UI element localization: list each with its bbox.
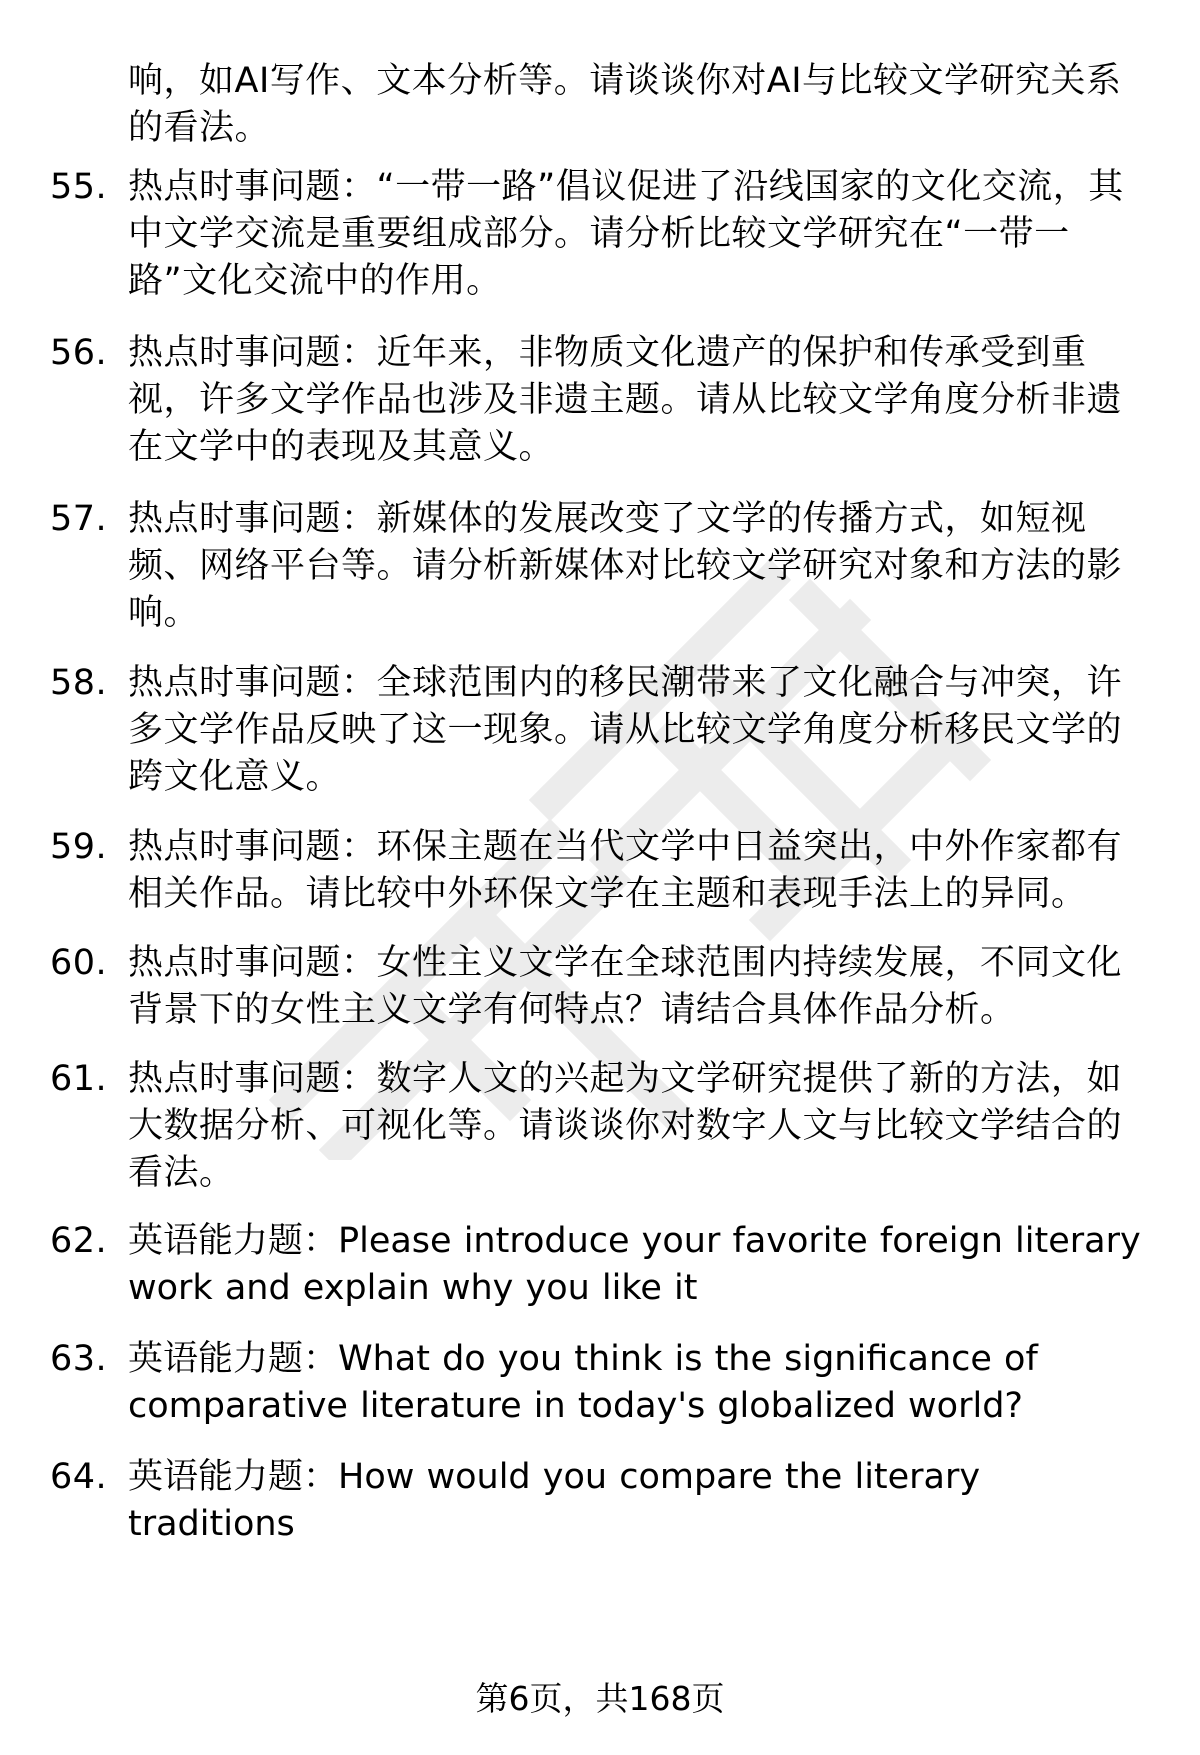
question-item-64 xyxy=(50,1454,1150,1548)
question-text: 热点时事问题：全球范围内的移民潮带来了文化融合与冲突，许多文学作品反映了这一现象。请从比较文学角度分析移民文学的跨文化意义。 xyxy=(128,663,1123,797)
question-text: 英语能力题：What do you think is the significance of comparative literature in today's globalized world? xyxy=(128,1339,1038,1426)
question-text: 热点时事问题：环保主题在当代文学中日益突出，中外作家都有相关作品。请比较中外环保文学在主题和表现手法上的异同。 xyxy=(128,827,1123,914)
question-item-62 xyxy=(50,1218,1150,1312)
question-item-58 xyxy=(50,660,1150,801)
question-number: 55. xyxy=(50,167,108,207)
question-continuation: 响，如AI写作、文本分析等。请谈谈你对AI与比较文学研究关系的看法。 xyxy=(128,61,1122,148)
page-footer: 第6页，共168页 xyxy=(475,1679,725,1718)
question-number: 64. xyxy=(50,1457,108,1497)
question-number: 57. xyxy=(50,499,108,539)
question-item-57 xyxy=(50,496,1150,637)
question-number: 61. xyxy=(50,1059,108,1099)
question-text: 热点时事问题：新媒体的发展改变了文学的传播方式，如短视频、网络平台等。请分析新媒体对比较文学研究对象和方法的影响。 xyxy=(128,499,1123,633)
question-number: 58. xyxy=(50,663,108,703)
question-item-55 xyxy=(50,164,1150,305)
question-text: 英语能力题：Please introduce your favorite foreign literary work and explain why you like it xyxy=(128,1221,1141,1308)
question-text: 热点时事问题：“一带一路”倡议促进了沿线国家的文化交流，其中文学交流是重要组成部分。请分析比较文学研究在“一带一路”文化交流中的作用。 xyxy=(128,167,1124,301)
question-number: 60. xyxy=(50,943,108,983)
question-number: 59. xyxy=(50,827,108,867)
question-item-59 xyxy=(50,824,1150,918)
question-number: 62. xyxy=(50,1221,108,1261)
question-item-56 xyxy=(50,330,1150,471)
question-text: 英语能力题：How would you compare the literary traditions xyxy=(128,1457,981,1544)
question-item-63 xyxy=(50,1336,1150,1430)
question-item-60 xyxy=(50,940,1150,1034)
question-item-61 xyxy=(50,1056,1150,1197)
question-number: 56. xyxy=(50,333,108,373)
question-number: 63. xyxy=(50,1339,108,1379)
question-text: 热点时事问题：近年来，非物质文化遗产的保护和传承受到重视，许多文学作品也涉及非遗主题。请从比较文学角度分析非遗在文学中的表现及其意义。 xyxy=(128,333,1123,467)
question-text: 热点时事问题：女性主义文学在全球范围内持续发展，不同文化背景下的女性主义文学有何特点？请结合具体作品分析。 xyxy=(128,943,1123,1030)
question-text: 热点时事问题：数字人文的兴起为文学研究提供了新的方法，如大数据分析、可视化等。请谈谈你对数字人文与比较文学结合的看法。 xyxy=(128,1059,1123,1193)
